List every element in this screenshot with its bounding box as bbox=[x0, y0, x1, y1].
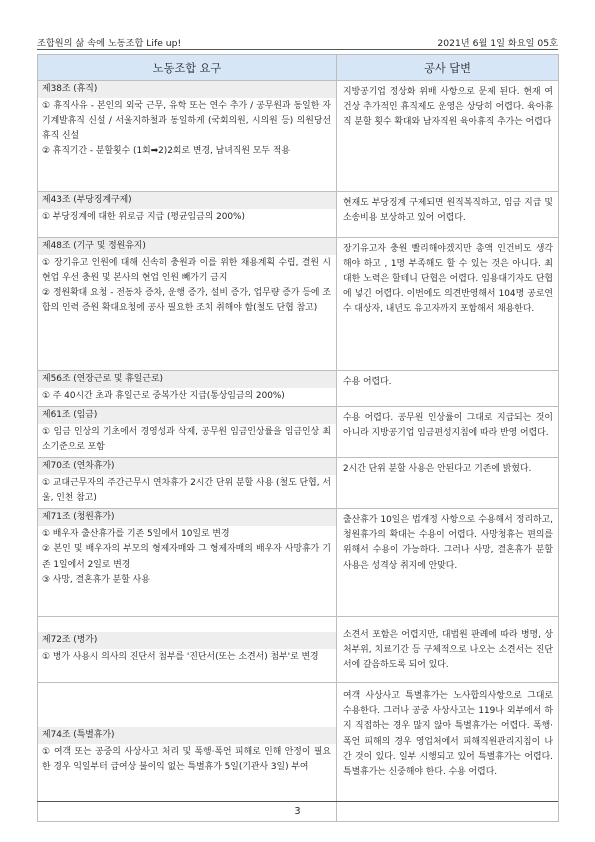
table-header-row bbox=[38, 55, 559, 81]
answer-text: 2시간 단위 분할 사용은 안된다고 기존에 밝혔다. bbox=[343, 464, 532, 475]
demand-item: ① 병가 사용시 의사의 진단서 첨부를 '진단서(또는 소견서) 첨부'로 변경 bbox=[42, 652, 319, 663]
company-answer-cell bbox=[337, 617, 559, 683]
table-row bbox=[38, 192, 559, 238]
company-answer-cell bbox=[337, 458, 559, 509]
demand-item: ① 여객 또는 공중의 사상사고 처리 및 폭행·폭언 피해로 인해 안정이 필요한 경우 익일부터 급여상 불이익 없는 특별휴가 5일(기관사 3일) 부여 bbox=[42, 747, 331, 773]
footer-divider bbox=[37, 801, 558, 802]
newsletter-tagline: 조합원의 삶 속에 노동조합 Life up! bbox=[37, 38, 182, 49]
article-title: 제74조 (특별휴가) bbox=[38, 727, 336, 744]
page-header bbox=[37, 34, 558, 50]
issue-date: 2021년 6월 1일 화요일 05호 bbox=[437, 38, 558, 49]
answer-text: 수용 어렵다. 공무원 인상률이 그대로 지급되는 것이 아니라 지방공기업 임금편성지침에 따라 반영 어렵다. bbox=[343, 413, 553, 439]
union-demand-cell bbox=[38, 407, 337, 458]
article-title: 제72조 (병가) bbox=[38, 632, 336, 649]
union-demand-cell bbox=[38, 617, 337, 683]
table-row bbox=[38, 238, 559, 371]
demand-item: ① 배우자 출산휴가를 기존 5일에서 10일로 변경 bbox=[42, 529, 230, 540]
article-title: 제56조 (연장근로 및 휴일근로) bbox=[38, 371, 336, 388]
answer-text: 현재도 부당징계 구제되면 원직복직하고, 임금 지급 및 소송비용 보상하고 있어 어렵다. bbox=[343, 198, 553, 224]
table-row bbox=[38, 509, 559, 617]
demand-item: ① 주 40시간 초과 휴일근로 중복가산 지급(통상임금의 200%) bbox=[42, 391, 285, 402]
company-answer-cell bbox=[337, 407, 559, 458]
table-row bbox=[38, 458, 559, 509]
answer-text: 여객 사상사고 특별휴가는 노사합의사항으로 그대로 수용한다. 그러나 공중 사상사고는 119나 외부에서 하지 직접하는 경우 많지 않아 특별휴가는 어렵다. 폭행·폭언 피해의 경우 영업처에서 피해직원관리지침이 나간 것이 있다. 일부 시행되고 있어 특별휴가는 어렵다. 특별휴가는 신중해야 한다. 수용 어렵다. bbox=[343, 691, 553, 777]
demand-item: ① 장기유고 인원에 대해 신속히 충원과 이를 위한 채용계획 수립, 결원 시 현업 우선 충원 및 본사의 현업 인원 빼가기 금지 bbox=[42, 258, 331, 284]
company-answer-cell bbox=[337, 371, 559, 407]
union-demand-cell bbox=[38, 238, 337, 371]
header-divider bbox=[37, 49, 558, 50]
column-header-union-demand: 노동조합 요구 bbox=[38, 55, 337, 81]
demand-item: ② 본인 및 배우자의 부모의 형제자매와 그 형제자매의 배우자 사망휴가 기존 1일에서 2일로 변경 bbox=[42, 544, 331, 570]
answer-text: 지방공기업 정상화 위배 사항으로 문제 된다. 현재 여건상 추가적인 휴직제도 운영은 상당히 어렵다. 육아휴직 분할 횟수 확대와 남자직원 육아휴직 추가는 어렵다 bbox=[343, 87, 553, 128]
answer-text: 장기유고자 충원 빨리해야겠지만 총액 인건비도 생각해야 하고 , 1명 부족해도 할 수 있는 것은 아니다. 최대한 노력은 할테니 단협은 어렵다. 임용대기자도 단협에 넣긴 어렵다. 이번에도 의견반영해서 104명 공로연수 대상자, 내년도 유고자까지 포함해서 채용한다. bbox=[343, 244, 553, 315]
union-demand-cell bbox=[38, 458, 337, 509]
article-title: 제61조 (임금) bbox=[38, 407, 336, 424]
demand-item: ① 임금 인상의 기초에서 경영성과 삭제, 공무원 임금인상률을 임금인상 최소기준으로 포함 bbox=[42, 427, 331, 453]
article-title: 제48조 (기구 및 정원유지) bbox=[38, 238, 336, 255]
union-demand-cell bbox=[38, 81, 337, 192]
table-row bbox=[38, 371, 559, 407]
article-title: 제43조 (부당징계구제) bbox=[38, 192, 336, 209]
column-header-company-answer: 공사 답변 bbox=[337, 55, 559, 81]
article-title: 제70조 (연차휴가) bbox=[38, 458, 336, 475]
union-demand-cell bbox=[38, 192, 337, 238]
company-answer-cell bbox=[337, 192, 559, 238]
demand-item: ① 휴직사유 - 본인의 외국 근무, 유학 또는 연수 추가 / 공무원과 동일한 자기계발휴직 신설 / 서울지하철과 동일하게 (국회의원, 시의원 등) 의원당선휴직 신설 bbox=[42, 101, 331, 142]
company-answer-cell bbox=[337, 81, 559, 192]
demand-item: ① 교대근무자의 주간근무시 연차휴가 2시간 단위 분할 사용 (철도 단협, 서울, 인천 참고) bbox=[42, 478, 331, 504]
table-row bbox=[38, 407, 559, 458]
table-row bbox=[38, 81, 559, 192]
union-demand-cell bbox=[38, 509, 337, 617]
union-demand-cell bbox=[38, 371, 337, 407]
company-answer-cell bbox=[337, 238, 559, 371]
article-title: 제71조 (청원휴가) bbox=[38, 509, 336, 526]
demand-item: ③ 사망, 결혼휴가 분할 사용 bbox=[42, 574, 150, 585]
table-row bbox=[38, 617, 559, 683]
demand-item: ① 부당징계에 대한 위로금 지급 (평균임금의 200%) bbox=[42, 212, 245, 223]
demand-item: ② 휴직기간 - 분할횟수 (1회➡2)2회로 변경, 남녀직원 모두 적용 bbox=[42, 146, 290, 157]
page-number: 3 bbox=[294, 806, 301, 817]
negotiation-table bbox=[37, 54, 559, 822]
demand-item: ② 정원확대 요청 - 전동차 증차, 운행 증가, 설비 증가, 업무량 증가 등에 조합의 인력 증원 확대요청에 공사 필요한 조치 취해야 함(철도 단협 참고) bbox=[42, 288, 331, 314]
company-answer-cell bbox=[337, 509, 559, 617]
article-title: 제38조 (휴직) bbox=[38, 81, 336, 98]
answer-text: 출산휴가 10일은 법개정 사항으로 수용해서 정리하고, 청원휴가의 확대는 수용이 어렵다. 사망청휴는 편의를 위해서 수용이 가능하다. 그러나 사망, 결혼휴가 분할 사용은 성격상 취지에 안맞다. bbox=[343, 515, 553, 571]
answer-text: 소견서 포함은 어렵지만, 대법원 판례에 따라 병명, 상처부위, 치료기간 등 구체적으로 나오는 소견서는 진단서에 갈음하도록 되어 있다. bbox=[343, 630, 553, 671]
answer-text: 수용 어렵다. bbox=[343, 377, 392, 387]
